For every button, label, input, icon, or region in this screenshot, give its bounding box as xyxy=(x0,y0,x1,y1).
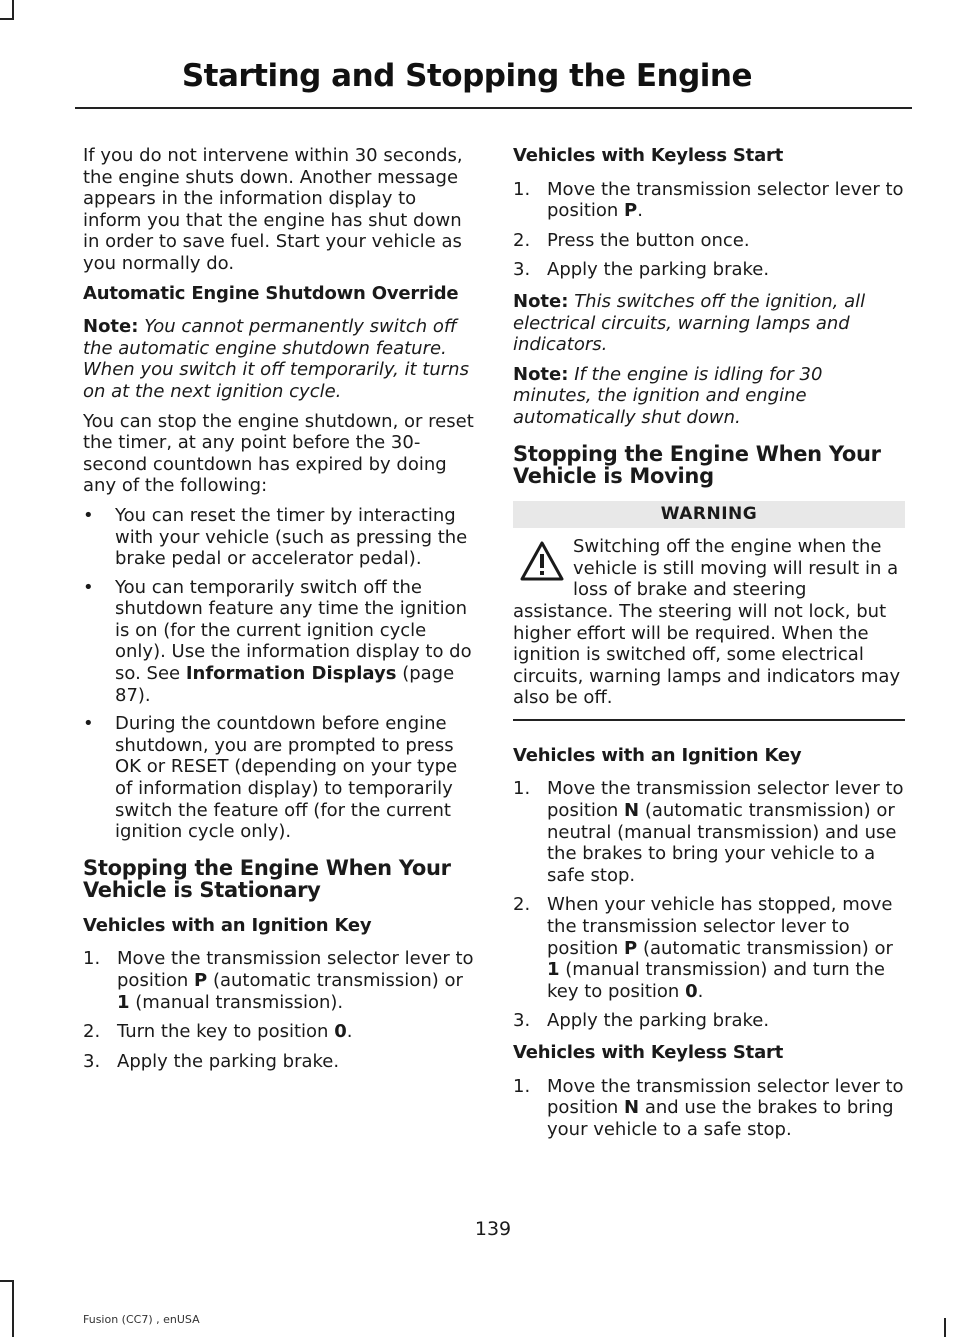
header-rule xyxy=(75,107,912,109)
step-text: . xyxy=(697,980,704,1002)
crop-mark xyxy=(12,1280,14,1337)
step-text: (automatic transmission) or neutral (manual transmission) and use the brakes to bring your vehicle to a safe stop. xyxy=(547,800,897,886)
note-text: You cannot permanently switch off the automatic engine shutdown feature. When you switch it off temporarily, it turns on at the next ignition cycle. xyxy=(83,316,469,402)
step-text: Apply the parking brake. xyxy=(117,1050,340,1072)
list-item xyxy=(83,577,475,707)
step-item xyxy=(513,1076,905,1141)
bullet-mark: • xyxy=(83,576,94,598)
crop-mark xyxy=(944,1318,946,1337)
cross-reference-link[interactable]: Information Displays xyxy=(185,663,397,685)
step-text: (manual transmission) and turn the key to position xyxy=(547,959,885,1002)
gear-position: 1 xyxy=(547,959,560,981)
step-text: . xyxy=(637,200,643,222)
step-text: (automatic transmission) or xyxy=(642,937,893,959)
step-item xyxy=(513,230,905,252)
footer-label: Fusion (CC7) , enUSA xyxy=(83,1313,200,1326)
ignition-key-heading: Vehicles with an Ignition Key xyxy=(513,744,802,766)
step-text: (automatic transmission) or xyxy=(212,970,463,991)
key-position: 0 xyxy=(334,1021,347,1043)
step-item xyxy=(83,948,475,1013)
keyless-steps-list xyxy=(513,179,905,281)
note-label: Note: xyxy=(513,363,569,385)
left-column xyxy=(83,145,475,1082)
note-paragraph xyxy=(83,316,475,402)
warning-box xyxy=(513,501,905,721)
ignition-key-heading: Vehicles with an Ignition Key xyxy=(83,914,372,936)
keyless-start-heading: Vehicles with Keyless Start xyxy=(513,145,784,166)
warning-title: WARNING xyxy=(513,501,905,529)
step-item xyxy=(513,1010,905,1032)
note-text: This switches off the ignition, all electrical circuits, warning lamps and indicators. xyxy=(513,290,866,356)
step-item xyxy=(513,179,905,222)
crop-mark xyxy=(12,0,14,18)
bullet-mark: • xyxy=(83,504,94,526)
note-label: Note: xyxy=(83,316,139,338)
list-item xyxy=(83,505,475,570)
list-item xyxy=(83,713,475,843)
step-number: 1. xyxy=(83,948,101,970)
step-text: Apply the parking brake. xyxy=(547,1010,770,1032)
step-number: 3. xyxy=(513,259,531,281)
note-paragraph xyxy=(513,291,905,356)
step-number: 1. xyxy=(513,178,531,200)
step-number: 1. xyxy=(513,1075,531,1097)
bullet-mark: • xyxy=(83,713,94,735)
step-number: 1. xyxy=(513,778,531,800)
note-paragraph xyxy=(513,364,905,429)
bullet-text: You can temporarily switch off the shutdown feature any time the ignition is on (for the current ignition cycle only). Use the information display to do so. See xyxy=(115,576,472,685)
step-item xyxy=(513,259,905,281)
step-text: Move the transmission selector lever to position xyxy=(547,178,904,222)
stationary-steps-list xyxy=(83,948,475,1072)
key-position: 0 xyxy=(685,980,698,1002)
step-number: 3. xyxy=(513,1010,531,1032)
step-text: Press the button once. xyxy=(547,229,750,251)
step-number: 3. xyxy=(83,1050,101,1072)
warning-body xyxy=(513,536,905,709)
step-text: Apply the parking brake. xyxy=(547,259,770,281)
moving-ignition-steps-list xyxy=(513,778,905,1032)
step-text: (manual transmission). xyxy=(135,991,344,1013)
intro-paragraph: If you do not intervene within 30 seconds, the engine shuts down. Another message appears in the information display to inform you that the engine has shut down in order to save fuel. Start your vehicle as you normally do. xyxy=(83,145,463,274)
step-item xyxy=(83,1051,475,1073)
gear-position: P xyxy=(624,937,638,959)
page-reference: (page 87). xyxy=(115,663,455,706)
step-text: Move the transmission selector lever to position xyxy=(547,778,904,822)
override-options-list xyxy=(83,505,475,843)
page-title: Starting and Stopping the Engine xyxy=(181,58,752,94)
step-text: Move the transmission selector lever to position xyxy=(117,948,474,991)
step-number: 2. xyxy=(513,894,531,916)
step-text: Turn the key to position xyxy=(117,1021,329,1043)
crop-mark xyxy=(0,18,14,20)
gear-position: N xyxy=(624,800,640,822)
gear-position: P xyxy=(194,970,208,991)
step-number: 2. xyxy=(83,1021,101,1043)
section-heading-stationary: Stopping the Engine When Your Vehicle is Stationary xyxy=(83,855,451,902)
step-text: Move the transmission selector lever to position xyxy=(547,1075,904,1119)
note-text: If the engine is idling for 30 minutes, the ignition and engine automatically shut down. xyxy=(513,363,823,428)
step-item xyxy=(513,778,905,886)
step-item xyxy=(513,894,905,1002)
step-text: . xyxy=(346,1021,353,1043)
gear-position: P xyxy=(624,200,638,222)
gear-position: 1 xyxy=(117,991,130,1013)
warning-text: Switching off the engine when the vehicle is still moving will result in a loss of brake and steering assistance. The steering will not lock, but higher effort will be required. When the ignition is switched off, some electrical circuits, warning lamps and indicators may also be off. xyxy=(513,536,901,709)
right-column xyxy=(513,145,905,1150)
warning-triangle-icon xyxy=(519,540,565,582)
crop-mark xyxy=(0,1280,14,1282)
bullet-text: You can reset the timer by interacting with your vehicle (such as pressing the brake pedal or accelerator pedal). xyxy=(115,504,468,570)
section-heading-moving: Stopping the Engine When Your Vehicle is Moving xyxy=(513,441,881,488)
override-heading: Automatic Engine Shutdown Override xyxy=(83,282,459,304)
step-text: When your vehicle has stopped, move the transmission selector lever to position xyxy=(547,894,893,959)
warning-rule xyxy=(513,719,905,721)
step-number: 2. xyxy=(513,229,531,251)
page-number: 139 xyxy=(474,1218,512,1240)
gear-position: N xyxy=(624,1097,640,1119)
step-item xyxy=(83,1021,475,1043)
keyless-start-heading: Vehicles with Keyless Start xyxy=(513,1042,784,1063)
step-text: and use the brakes to bring your vehicle to a safe stop. xyxy=(547,1097,894,1140)
note-label: Note: xyxy=(513,290,569,312)
reset-paragraph: You can stop the engine shutdown, or reset the timer, at any point before the 30-second countdown has expired by doing any of the following: xyxy=(83,410,474,497)
moving-keyless-steps-list xyxy=(513,1076,905,1141)
bullet-text: During the countdown before engine shutdown, you are prompted to press OK or RESET (depending on your type of information display) to temporarily switch the feature off (for the current ignition cycle only). xyxy=(115,713,458,843)
